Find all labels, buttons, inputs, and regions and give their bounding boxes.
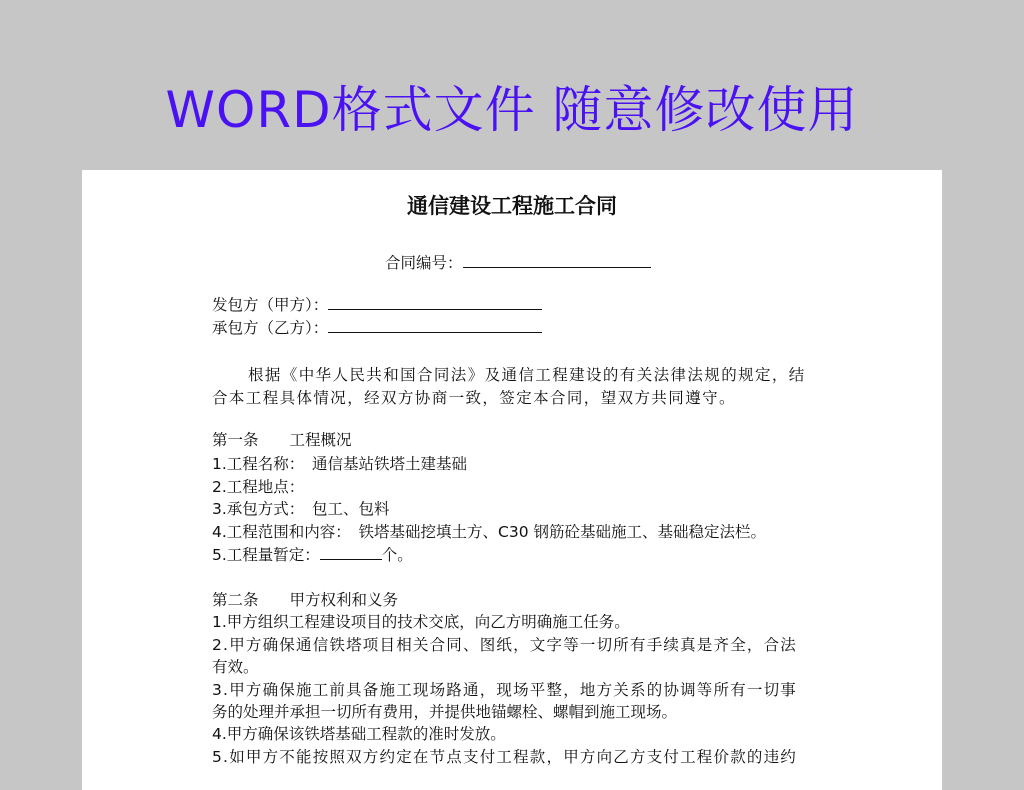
- article2-line: 务的处理并承担一切所有费用，并提供地锚螺栓、螺帽到施工现场。: [212, 703, 678, 721]
- quantity-blank: [320, 545, 382, 560]
- party-b-line: [212, 318, 542, 338]
- party-a-blank: [328, 295, 542, 310]
- contract-number-blank: [463, 253, 651, 268]
- article1-item: 3.承包方式： 包工、包料: [212, 500, 390, 518]
- article1-item: 4.工程范围和内容： 铁塔基础挖填土方、C30 钢筋砼基础施工、基础稳定法栏。: [212, 523, 767, 541]
- preamble-line: 根据《中华人民共和国合同法》及通信工程建设的有关法律法规的规定，结: [248, 366, 806, 384]
- party-a-line: [212, 295, 542, 315]
- article2-line: 5.如甲方不能按照双方约定在节点支付工程款，甲方向乙方支付工程价款的违约: [212, 748, 797, 766]
- article2-line: 2.甲方确保通信铁塔项目相关合同、图纸，文字等一切所有手续真是齐全，合法: [212, 636, 797, 654]
- article1-item: 1.工程名称： 通信基站铁塔土建基础: [212, 455, 468, 473]
- article2-heading: 第二条 甲方权利和义务: [212, 591, 399, 609]
- article1-item-5: [212, 545, 413, 565]
- preamble-line: 合本工程具体情况，经双方协商一致，签定本合同，望双方共同遵守。: [212, 389, 736, 407]
- document-title: 通信建设工程施工合同: [407, 193, 617, 218]
- article2-line: 1.甲方组织工程建设项目的技术交底，向乙方明确施工任务。: [212, 613, 630, 631]
- contract-number-line: [385, 253, 651, 273]
- item5-suffix: 个。: [381, 546, 413, 564]
- party-b-label: 承包方（乙方）：: [212, 319, 329, 337]
- article1-heading: 第一条 工程概况: [212, 431, 352, 449]
- item5-prefix: 5.工程量暂定：: [212, 546, 320, 564]
- article1-item: 2.工程地点：: [212, 478, 305, 496]
- contract-number-label: 合同编号：: [385, 254, 463, 272]
- party-b-blank: [328, 318, 542, 333]
- banner-title: WORD格式文件 随意修改使用: [165, 81, 859, 139]
- article2-line: 4.甲方确保该铁塔基础工程款的准时发放。: [212, 725, 506, 743]
- party-a-label: 发包方（甲方）：: [212, 296, 329, 314]
- article2-line: 3.甲方确保施工前具备施工现场路通，现场平整，地方关系的协调等所有一切事: [212, 681, 797, 699]
- article2-line: 有效。: [212, 658, 259, 676]
